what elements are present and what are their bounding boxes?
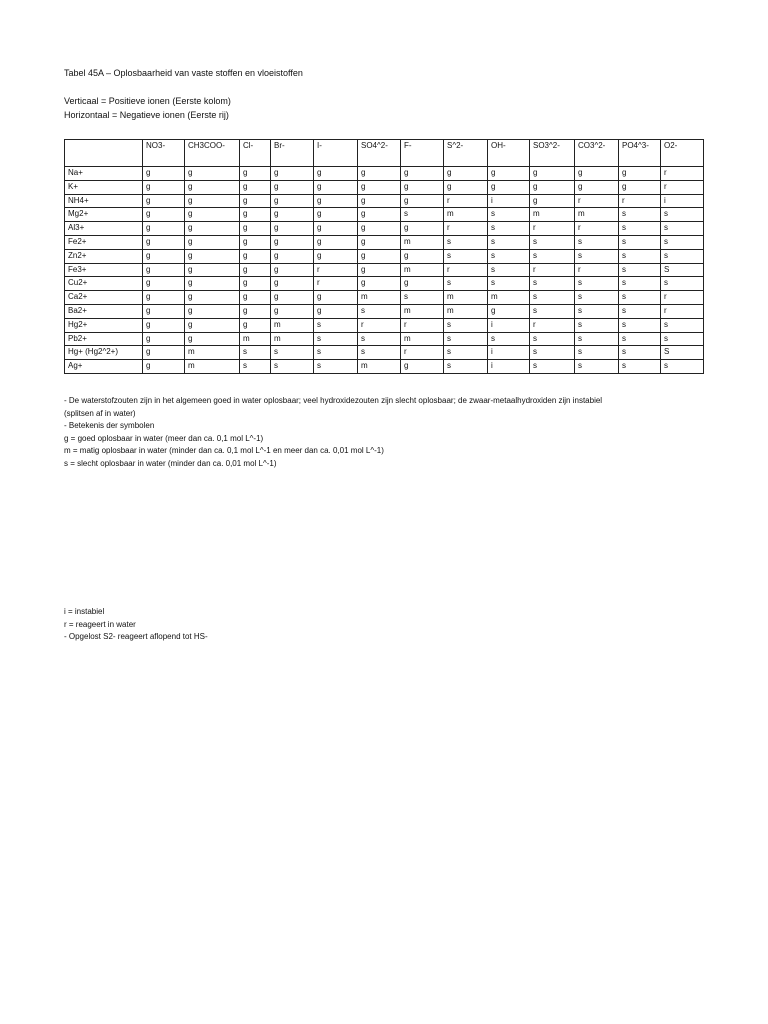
column-header: CO3^2- bbox=[575, 140, 619, 167]
table-cell: g bbox=[314, 208, 358, 222]
table-cell: g bbox=[143, 332, 185, 346]
table-cell: s bbox=[530, 346, 575, 360]
table-cell: g bbox=[240, 167, 271, 181]
table-cell: s bbox=[619, 304, 661, 318]
table-cell: s bbox=[575, 360, 619, 374]
table-cell: s bbox=[619, 346, 661, 360]
table-cell: r bbox=[661, 167, 704, 181]
table-cell: S bbox=[661, 263, 704, 277]
table-cell: g bbox=[143, 180, 185, 194]
table-cell: s bbox=[530, 304, 575, 318]
table-cell: g bbox=[185, 235, 240, 249]
table-cell: g bbox=[488, 180, 530, 194]
table-cell: r bbox=[619, 194, 661, 208]
table-cell: m bbox=[358, 360, 401, 374]
table-row bbox=[65, 318, 704, 332]
spacer bbox=[64, 80, 303, 94]
table-row bbox=[65, 194, 704, 208]
table-cell: g bbox=[530, 194, 575, 208]
table-cell: g bbox=[401, 194, 444, 208]
table-cell: r bbox=[401, 318, 444, 332]
table-cell: r bbox=[444, 263, 488, 277]
table-row bbox=[65, 235, 704, 249]
table-cell: g bbox=[401, 249, 444, 263]
table-cell: g bbox=[143, 360, 185, 374]
table-cell: g bbox=[185, 208, 240, 222]
column-header: PO4^3- bbox=[619, 140, 661, 167]
table-cell: s bbox=[444, 277, 488, 291]
row-header: K+ bbox=[65, 180, 143, 194]
table-cell: g bbox=[444, 180, 488, 194]
table-cell: r bbox=[358, 318, 401, 332]
table-cell: s bbox=[488, 332, 530, 346]
table-cell: s bbox=[661, 318, 704, 332]
table-cell: s bbox=[444, 235, 488, 249]
row-header: Ag+ bbox=[65, 360, 143, 374]
table-cell: g bbox=[530, 180, 575, 194]
note-line: - De waterstofzouten zijn in het algemeen goed in water oplosbaar; veel hydroxidezouten zijn slecht oplosbaar; de zwaar-metaalhydroxiden zijn instabiel bbox=[64, 396, 603, 405]
row-header: Cu2+ bbox=[65, 277, 143, 291]
table-cell: g bbox=[358, 277, 401, 291]
table-cell: s bbox=[619, 291, 661, 305]
table-cell: s bbox=[240, 360, 271, 374]
table-cell: g bbox=[185, 291, 240, 305]
table-cell: r bbox=[575, 194, 619, 208]
table-row bbox=[65, 180, 704, 194]
table-cell: g bbox=[271, 194, 314, 208]
table-cell: s bbox=[314, 360, 358, 374]
table-cell: g bbox=[185, 249, 240, 263]
table-cell: g bbox=[185, 180, 240, 194]
table-cell: m bbox=[401, 263, 444, 277]
table-row bbox=[65, 291, 704, 305]
table-cell: m bbox=[401, 235, 444, 249]
table-cell: s bbox=[661, 360, 704, 374]
note-line: - Betekenis der symbolen bbox=[64, 421, 155, 430]
table-cell: g bbox=[271, 277, 314, 291]
table-cell: s bbox=[401, 291, 444, 305]
table-cell: s bbox=[661, 235, 704, 249]
table-cell: s bbox=[530, 332, 575, 346]
note-line: m = matig oplosbaar in water (minder dan ca. 0,1 mol L^-1 en meer dan ca. 0,01 mol L^-1) bbox=[64, 446, 384, 455]
row-header: Pb2+ bbox=[65, 332, 143, 346]
header-row bbox=[65, 140, 704, 167]
column-header: CH3COO- bbox=[185, 140, 240, 167]
table-cell: g bbox=[271, 222, 314, 236]
table-cell: s bbox=[401, 208, 444, 222]
table-cell: g bbox=[358, 263, 401, 277]
table-cell: g bbox=[240, 208, 271, 222]
table-cell: s bbox=[575, 235, 619, 249]
table-row bbox=[65, 167, 704, 181]
table-cell: s bbox=[661, 332, 704, 346]
table-cell: g bbox=[143, 277, 185, 291]
table-cell: s bbox=[575, 277, 619, 291]
table-cell: s bbox=[661, 208, 704, 222]
column-header: Cl- bbox=[240, 140, 271, 167]
table-cell: r bbox=[575, 222, 619, 236]
table-cell: g bbox=[619, 180, 661, 194]
table-cell: g bbox=[271, 208, 314, 222]
table-cell: s bbox=[444, 249, 488, 263]
table-cell: g bbox=[143, 194, 185, 208]
table-cell: g bbox=[143, 318, 185, 332]
row-header: Al3+ bbox=[65, 222, 143, 236]
notes-block bbox=[64, 395, 724, 470]
table-cell: g bbox=[401, 360, 444, 374]
table-cell: g bbox=[314, 180, 358, 194]
table-row bbox=[65, 360, 704, 374]
table-cell: g bbox=[271, 235, 314, 249]
column-header: Br- bbox=[271, 140, 314, 167]
table-cell: m bbox=[488, 291, 530, 305]
table-cell: s bbox=[661, 249, 704, 263]
table-cell: s bbox=[488, 222, 530, 236]
corner-cell bbox=[65, 140, 143, 167]
table-cell: s bbox=[271, 360, 314, 374]
table-cell: r bbox=[530, 318, 575, 332]
table-cell: s bbox=[358, 304, 401, 318]
table-cell: g bbox=[240, 263, 271, 277]
table-cell: g bbox=[185, 277, 240, 291]
table-cell: s bbox=[661, 277, 704, 291]
table-cell: g bbox=[240, 222, 271, 236]
table-cell: g bbox=[185, 167, 240, 181]
table-cell: s bbox=[488, 277, 530, 291]
table-cell: s bbox=[444, 332, 488, 346]
table-row bbox=[65, 346, 704, 360]
table-cell: g bbox=[530, 167, 575, 181]
table-cell: g bbox=[240, 194, 271, 208]
table-cell: s bbox=[444, 360, 488, 374]
table-cell: g bbox=[185, 318, 240, 332]
row-header: NH4+ bbox=[65, 194, 143, 208]
table-cell: g bbox=[314, 194, 358, 208]
table-row bbox=[65, 332, 704, 346]
table-cell: g bbox=[240, 249, 271, 263]
table-cell: r bbox=[314, 263, 358, 277]
table-cell: i bbox=[488, 346, 530, 360]
table-cell: m bbox=[240, 332, 271, 346]
table-cell: m bbox=[185, 360, 240, 374]
column-header: O2- bbox=[661, 140, 704, 167]
table-cell: g bbox=[271, 249, 314, 263]
table-cell: m bbox=[401, 332, 444, 346]
row-header: Ba2+ bbox=[65, 304, 143, 318]
table-cell: r bbox=[575, 263, 619, 277]
table-cell: g bbox=[240, 291, 271, 305]
table-cell: i bbox=[661, 194, 704, 208]
table-cell: g bbox=[143, 222, 185, 236]
table-cell: m bbox=[271, 318, 314, 332]
table-cell: g bbox=[185, 194, 240, 208]
table-cell: g bbox=[185, 263, 240, 277]
table-cell: m bbox=[444, 208, 488, 222]
table-cell: s bbox=[575, 291, 619, 305]
row-header: Hg2+ bbox=[65, 318, 143, 332]
table-cell: m bbox=[530, 208, 575, 222]
table-cell: g bbox=[185, 304, 240, 318]
table-cell: s bbox=[314, 346, 358, 360]
table-cell: s bbox=[530, 360, 575, 374]
row-header: Ca2+ bbox=[65, 291, 143, 305]
notes-block-2 bbox=[64, 606, 208, 644]
row-header: Hg+ (Hg2^2+) bbox=[65, 346, 143, 360]
subtitle-horizontal: Horizontaal = Negatieve ionen (Eerste rij) bbox=[64, 110, 229, 120]
table-cell: g bbox=[271, 180, 314, 194]
table-cell: g bbox=[271, 167, 314, 181]
table-cell: g bbox=[488, 167, 530, 181]
table-cell: r bbox=[530, 222, 575, 236]
table-cell: r bbox=[401, 346, 444, 360]
table-cell: i bbox=[488, 360, 530, 374]
table-cell: r bbox=[530, 263, 575, 277]
table-cell: g bbox=[143, 167, 185, 181]
table-cell: i bbox=[488, 318, 530, 332]
column-header: I- bbox=[314, 140, 358, 167]
table-cell: g bbox=[240, 318, 271, 332]
table-cell: g bbox=[575, 167, 619, 181]
table-cell: g bbox=[314, 167, 358, 181]
table-cell: s bbox=[530, 249, 575, 263]
document-title: Tabel 45A – Oplosbaarheid van vaste stoffen en vloeistoffen bbox=[64, 68, 303, 78]
table-cell: m bbox=[444, 291, 488, 305]
table-cell: r bbox=[661, 180, 704, 194]
row-header: Mg2+ bbox=[65, 208, 143, 222]
table-cell: g bbox=[240, 304, 271, 318]
table-cell: s bbox=[619, 235, 661, 249]
table-cell: g bbox=[358, 249, 401, 263]
note-line: g = goed oplosbaar in water (meer dan ca. 0,1 mol L^-1) bbox=[64, 433, 264, 443]
table-cell: s bbox=[314, 318, 358, 332]
table-cell: m bbox=[444, 304, 488, 318]
table-cell: g bbox=[358, 194, 401, 208]
table-cell: s bbox=[575, 249, 619, 263]
table-row bbox=[65, 222, 704, 236]
column-header: SO3^2- bbox=[530, 140, 575, 167]
table-cell: i bbox=[488, 194, 530, 208]
table-cell: g bbox=[271, 304, 314, 318]
table-cell: s bbox=[240, 346, 271, 360]
table-cell: g bbox=[143, 346, 185, 360]
table-cell: g bbox=[240, 235, 271, 249]
table-cell: r bbox=[444, 222, 488, 236]
table-cell: s bbox=[619, 332, 661, 346]
heading-block bbox=[64, 66, 303, 122]
column-header: OH- bbox=[488, 140, 530, 167]
table-cell: m bbox=[358, 291, 401, 305]
note-line: i = instabiel bbox=[64, 607, 105, 616]
note-line: s = slecht oplosbaar in water (minder dan ca. 0,01 mol L^-1) bbox=[64, 458, 277, 468]
table-cell: s bbox=[575, 346, 619, 360]
table-cell: m bbox=[271, 332, 314, 346]
subtitle-vertical: Verticaal = Positieve ionen (Eerste kolom) bbox=[64, 96, 231, 106]
table-cell: s bbox=[619, 263, 661, 277]
table-cell: m bbox=[401, 304, 444, 318]
table-cell: s bbox=[314, 332, 358, 346]
table-row bbox=[65, 304, 704, 318]
table-cell: s bbox=[358, 332, 401, 346]
column-header: S^2- bbox=[444, 140, 488, 167]
table-cell: g bbox=[358, 180, 401, 194]
table-body bbox=[65, 167, 704, 374]
table-cell: g bbox=[488, 304, 530, 318]
table-row bbox=[65, 208, 704, 222]
table-cell: g bbox=[314, 249, 358, 263]
table-cell: s bbox=[488, 263, 530, 277]
table-cell: g bbox=[185, 222, 240, 236]
table-cell: m bbox=[185, 346, 240, 360]
table-cell: g bbox=[314, 304, 358, 318]
table-cell: s bbox=[530, 291, 575, 305]
note-line: - Opgelost S2- reageert aflopend tot HS- bbox=[64, 632, 208, 641]
table-cell: s bbox=[488, 208, 530, 222]
table-cell: s bbox=[358, 346, 401, 360]
table-cell: g bbox=[314, 235, 358, 249]
table-cell: s bbox=[530, 235, 575, 249]
table-cell: g bbox=[401, 222, 444, 236]
table-cell: m bbox=[575, 208, 619, 222]
row-header: Fe3+ bbox=[65, 263, 143, 277]
column-header: SO4^2- bbox=[358, 140, 401, 167]
table-cell: s bbox=[661, 222, 704, 236]
table-cell: g bbox=[143, 263, 185, 277]
table-cell: g bbox=[271, 291, 314, 305]
table-cell: g bbox=[143, 208, 185, 222]
table-cell: g bbox=[143, 235, 185, 249]
table-cell: r bbox=[661, 304, 704, 318]
note-line: (splitsen af in water) bbox=[64, 408, 136, 418]
column-header: NO3- bbox=[143, 140, 185, 167]
table-row bbox=[65, 277, 704, 291]
table-cell: s bbox=[575, 318, 619, 332]
table-cell: g bbox=[358, 167, 401, 181]
table-cell: r bbox=[314, 277, 358, 291]
table-cell: s bbox=[619, 249, 661, 263]
table-cell: s bbox=[619, 318, 661, 332]
table-cell: g bbox=[143, 304, 185, 318]
table-cell: s bbox=[530, 277, 575, 291]
table-cell: s bbox=[619, 360, 661, 374]
column-header: F- bbox=[401, 140, 444, 167]
table-cell: g bbox=[358, 222, 401, 236]
table-cell: s bbox=[619, 222, 661, 236]
table-cell: g bbox=[619, 167, 661, 181]
table-cell: s bbox=[271, 346, 314, 360]
table-cell: s bbox=[619, 277, 661, 291]
table-cell: g bbox=[444, 167, 488, 181]
table-cell: s bbox=[575, 304, 619, 318]
table-cell: r bbox=[444, 194, 488, 208]
table-cell: g bbox=[401, 277, 444, 291]
table-cell: S bbox=[661, 346, 704, 360]
table-cell: s bbox=[444, 346, 488, 360]
table-cell: g bbox=[358, 208, 401, 222]
table-cell: g bbox=[271, 263, 314, 277]
table-cell: r bbox=[661, 291, 704, 305]
table-row bbox=[65, 249, 704, 263]
table-cell: g bbox=[358, 235, 401, 249]
table-cell: g bbox=[240, 180, 271, 194]
note-line: r = reageert in water bbox=[64, 619, 136, 629]
row-header: Zn2+ bbox=[65, 249, 143, 263]
table-cell: g bbox=[240, 277, 271, 291]
table-cell: g bbox=[575, 180, 619, 194]
table-cell: g bbox=[143, 249, 185, 263]
table-row bbox=[65, 263, 704, 277]
table-cell: g bbox=[401, 167, 444, 181]
solubility-table bbox=[64, 139, 704, 374]
table-cell: s bbox=[488, 249, 530, 263]
table-cell: g bbox=[143, 291, 185, 305]
table-cell: g bbox=[314, 222, 358, 236]
table-cell: g bbox=[401, 180, 444, 194]
table-cell: s bbox=[575, 332, 619, 346]
table-cell: s bbox=[488, 235, 530, 249]
table-cell: s bbox=[444, 318, 488, 332]
table-cell: s bbox=[619, 208, 661, 222]
table-cell: g bbox=[314, 291, 358, 305]
table-cell: g bbox=[185, 332, 240, 346]
row-header: Na+ bbox=[65, 167, 143, 181]
row-header: Fe2+ bbox=[65, 235, 143, 249]
